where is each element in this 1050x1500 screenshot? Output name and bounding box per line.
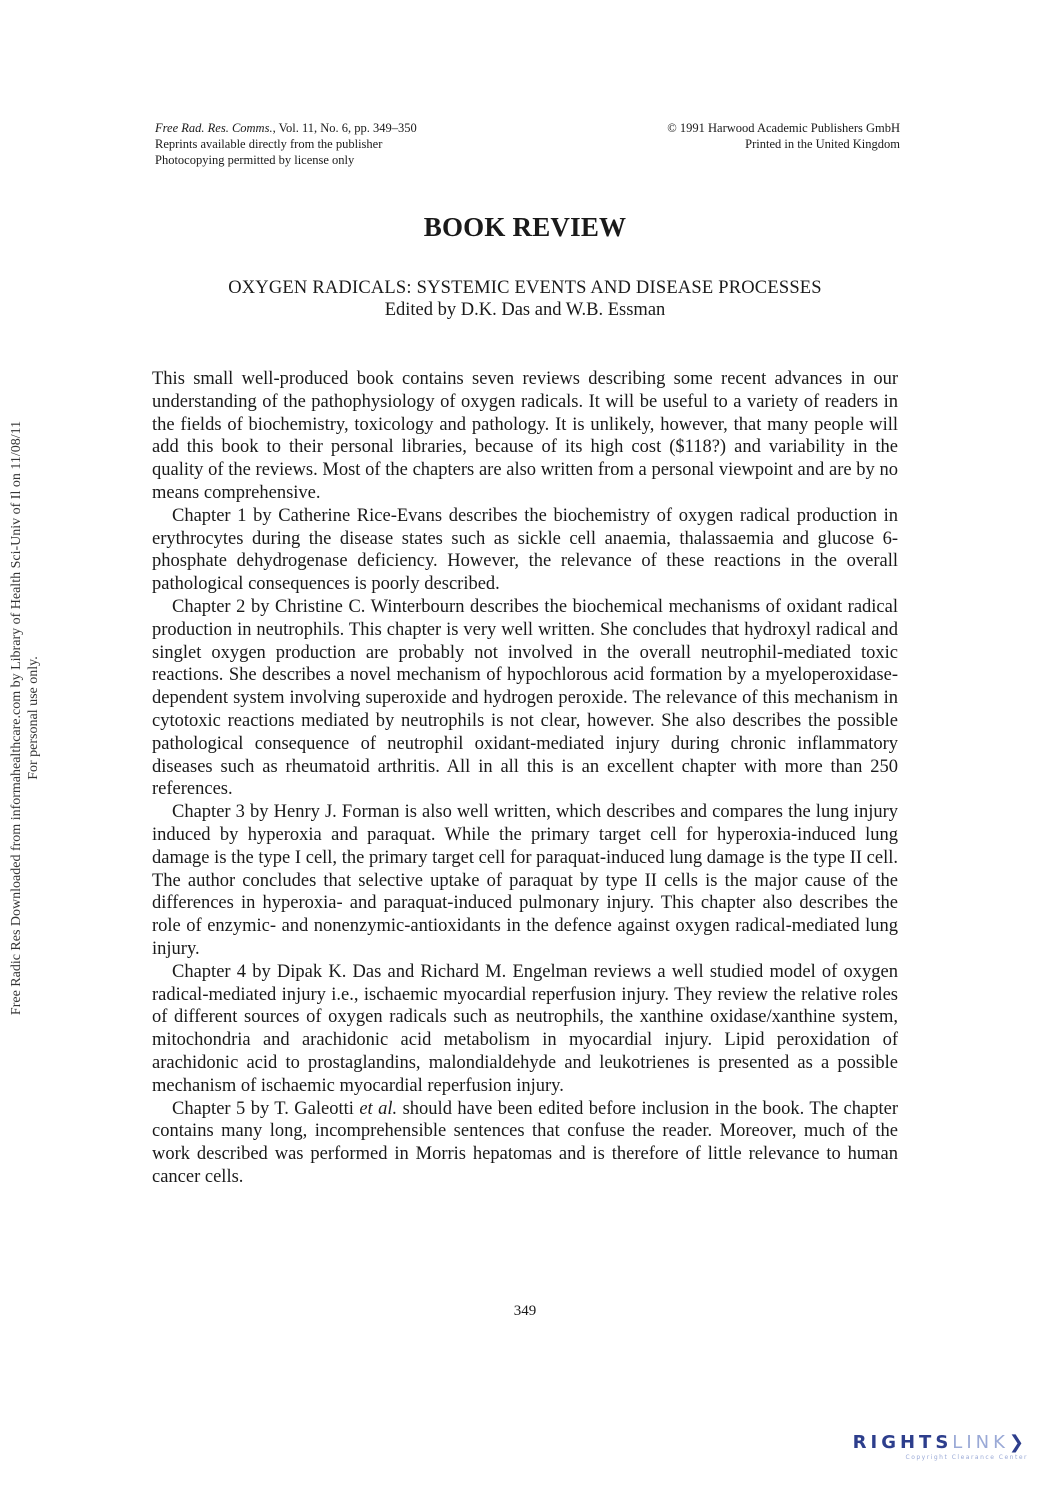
book-title: OXYGEN RADICALS: SYSTEMIC EVENTS AND DISEASE PROCESSES	[228, 278, 822, 298]
journal-header	[155, 120, 417, 168]
download-note: Free Radic Res Downloaded from informahealthcare.com by Library of Health Sci-Univ of Il on 11/08/11	[9, 420, 24, 1016]
logo-subtitle: Copyright Clearance Center	[905, 1454, 1028, 1461]
copyright-line: © 1991 Harwood Academic Publishers GmbH	[667, 121, 900, 135]
photocopying-note: Photocopying permitted by license only	[155, 153, 355, 167]
rightslink-logo[interactable]	[853, 1432, 1028, 1461]
paragraph: Chapter 3 by Henry J. Forman is also well written, which describes and compares the lung injury induced by hyperoxia and paraquat. While the primary target cell for hyperoxia-induced lung damage is the type I cell, the primary target cell for paraquat-induced lung damage is the type II cell. The author concludes that selective uptake of paraquat by type II cells is the major cause of the differences in hyperoxia- and paraquat-induced pulmonary injury. This chapter also describes the role of enzymic- and nonenzymic-antioxidants in the defence against oxygen radical-mediated lung injury.	[152, 802, 898, 959]
page-number: 349	[513, 1303, 537, 1319]
book-editors: Edited by D.K. Das and W.B. Essman	[384, 300, 666, 320]
logo-arrow-icon: ❯	[1008, 1432, 1028, 1453]
logo-word-link: LINK	[952, 1432, 1009, 1453]
paragraph: This small well-produced book contains seven reviews describing some recent advances in our understanding of the pathophysiology of oxygen radicals. It will be useful to a variety of readers in the fields of biochemistry, toxicology and pathology. It is unlikely, however, that many people will add this book to their personal libraries, because of its high cost ($118?) and variability in the quality of the reviews. Most of the chapters are also written from a personal viewpoint and are by no means comprehensive.	[152, 369, 898, 503]
italic-text: et al.	[359, 1098, 398, 1119]
printed-line: Printed in the United Kingdom	[745, 137, 900, 151]
publisher-header	[667, 120, 900, 152]
paragraph	[152, 1098, 898, 1189]
paragraph: Chapter 4 by Dipak K. Das and Richard M. Engelman reviews a well studied model of oxygen radical-mediated injury i.e., ischaemic myocardial reperfusion injury. They review the relative roles of different sources of oxygen radicals such as neutrophils, the xanthine oxidase/xanthine system, mitochondria and arachidonic acid metabolism in myocardial injury. Lipid peroxidation of arachidonic acid to prostaglandins, malondialdehyde and leukotrienes is presented as a possible mechanism of ischaemic myocardial reperfusion injury.	[152, 961, 898, 1096]
reprints-note: Reprints available directly from the publisher	[155, 137, 383, 151]
personal-use-note: For personal use only.	[26, 656, 41, 780]
download-watermark	[8, 358, 42, 1078]
volume-pages: , Vol. 11, No. 6, pp. 349–350	[272, 121, 417, 135]
logo-wordmark	[853, 1432, 1028, 1453]
text-span: should have been edited before inclusion in the book. The chapter contains many long, incomprehensible sentences that confuse the reader. Moreover, much of the work described was performed in Morris hepatomas and is therefore of little relevance to human cancer cells.	[152, 1098, 898, 1187]
section-title: BOOK REVIEW	[423, 212, 627, 242]
text-span: Chapter 5 by T. Galeotti	[172, 1098, 360, 1119]
journal-name: Free Rad. Res. Comms.	[155, 121, 273, 135]
review-body	[152, 368, 898, 1189]
paragraph: Chapter 1 by Catherine Rice-Evans describes the biochemistry of oxygen radical production in erythrocytes during the disease states such as sickle cell anaemia, thalassaemia and glucose 6-phosphate dehydrogenase deficiency. However, the relevance of these reactions in the overall pathological consequences is poorly described.	[152, 505, 898, 595]
paragraph: Chapter 2 by Christine C. Winterbourn describes the biochemical mechanisms of oxidant radical production in neutrophils. This chapter is very well written. She concludes that hydroxyl radical and singlet oxygen production are probably not involved in the overall neutrophil-mediated toxic reactions. She describes a novel mechanism of hypochlorous acid formation by a myeloperoxidase-dependent system involving superoxide and hydrogen peroxide. The relevance of this mechanism in cytotoxic reactions mediated by neutrophils is not clear, however. She also describes the possible pathological consequence of neutrophil oxidant-mediated injury during chronic inflammatory diseases such as rheumatoid arthritis. All in all this is an excellent chapter with more than 250 references.	[152, 596, 898, 800]
logo-word-rights: RIGHTS	[852, 1432, 953, 1453]
journal-citation	[155, 120, 417, 136]
